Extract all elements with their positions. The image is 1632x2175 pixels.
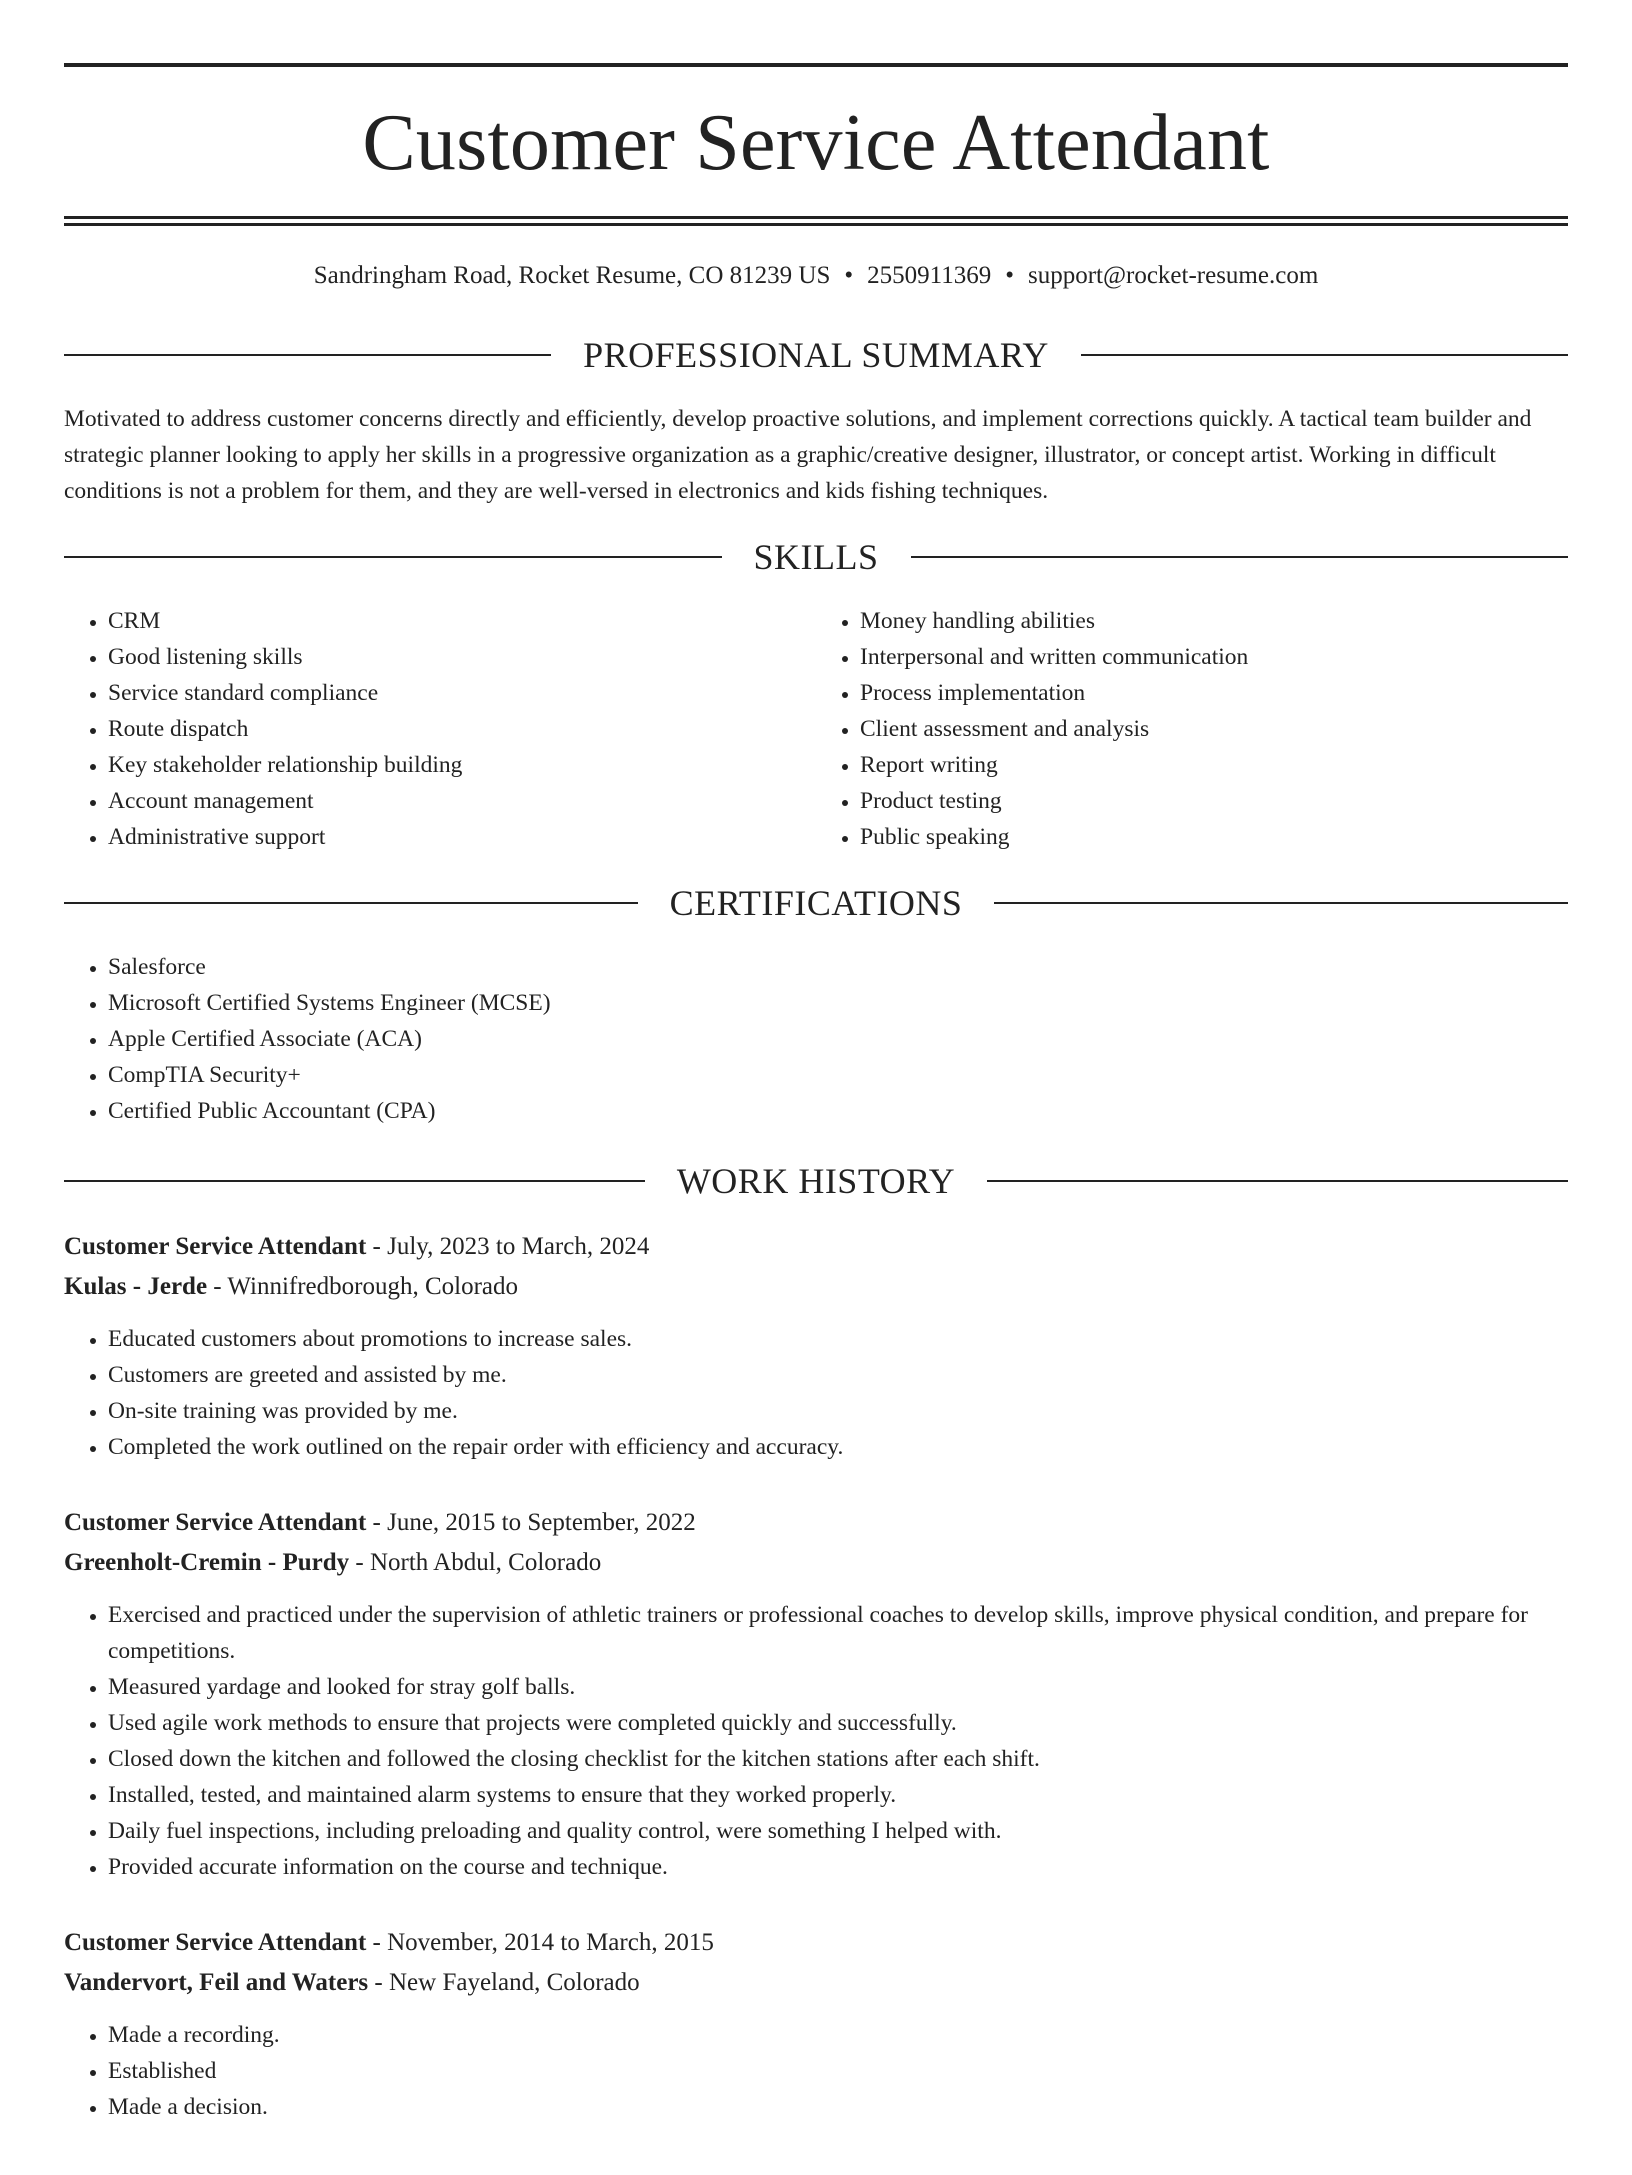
skill-item: • Service standard compliance — [108, 675, 816, 711]
skill-item: • Key stakeholder relationship building — [108, 747, 816, 783]
job-company-line — [64, 1267, 1568, 1307]
heading-rule — [64, 556, 722, 558]
job-bullet: • Measured yardage and looked for stray golf balls. — [108, 1669, 1568, 1705]
skills-title: SKILLS — [753, 537, 879, 577]
skill-item: • Administrative support — [108, 819, 816, 855]
skill-item: • Process implementation — [860, 675, 1568, 711]
job-bullets — [64, 1597, 1568, 1885]
skill-item: • Interpersonal and written communication — [860, 639, 1568, 675]
job-bullet: • Completed the work outlined on the repair order with efficiency and accuracy. — [108, 1429, 1568, 1465]
work-history — [64, 1227, 1568, 2125]
job-company: Kulas - Jerde — [64, 1273, 208, 1300]
certification-item: • Certified Public Accountant (CPA) — [108, 1093, 1568, 1129]
skill-item: • Money handling abilities — [860, 603, 1568, 639]
work-title: WORK HISTORY — [676, 1161, 956, 1201]
job-bullet: • Provided accurate information on the course and technique. — [108, 1849, 1568, 1885]
skills-list-left — [64, 603, 816, 855]
job-entry — [64, 1923, 1568, 2125]
skill-item: • Report writing — [860, 747, 1568, 783]
skills-heading — [64, 539, 1568, 575]
contact-separator: • — [1005, 262, 1014, 289]
job-company: Vandervort, Feil and Waters — [64, 1969, 369, 1996]
job-role: Customer Service Attendant — [64, 1929, 367, 1956]
job-role: Customer Service Attendant — [64, 1509, 367, 1536]
job-role: Customer Service Attendant — [64, 1233, 367, 1260]
skill-item: • Account management — [108, 783, 816, 819]
top-rule — [64, 63, 1568, 67]
job-entry — [64, 1503, 1568, 1885]
certification-item: • Microsoft Certified Systems Engineer (MCSE) — [108, 985, 1568, 1021]
skills-list-right — [816, 603, 1568, 855]
certification-item: • Salesforce — [108, 949, 1568, 985]
contact-phone: 2550911369 — [867, 262, 992, 289]
heading-rule — [994, 902, 1568, 904]
summary-text: Motivated to address customer concerns directly and efficiently, develop proactive solutions, and implement corrections quickly. A tactical team builder and strategic planner looking to apply her skills in a progressive organization as a graphic/creative designer, illustrator, or concept artist. Working in difficult conditions is not a problem for them, and they are well-versed in electronics and kids fishing techniques. — [64, 406, 1532, 504]
job-bullet: • Daily fuel inspections, including preloading and quality control, were something I helped with. — [108, 1813, 1568, 1849]
job-bullet: • Installed, tested, and maintained alarm systems to ensure that they worked properly. — [108, 1777, 1568, 1813]
job-bullet: • Established — [108, 2053, 1568, 2089]
job-bullet: • Used agile work methods to ensure that projects were completed quickly and successfully. — [108, 1705, 1568, 1741]
skill-item: • Good listening skills — [108, 639, 816, 675]
job-title-line — [64, 1503, 1568, 1543]
job-bullet: • Customers are greeted and assisted by me. — [108, 1357, 1568, 1393]
job-dates: - November, 2014 to March, 2015 — [366, 1929, 714, 1956]
job-dates: - July, 2023 to March, 2024 — [366, 1233, 650, 1260]
skill-item: • CRM — [108, 603, 816, 639]
resume-page — [0, 63, 1632, 2175]
heading-rule — [987, 1180, 1568, 1182]
resume-name: Customer Service Attendant — [362, 99, 1270, 187]
job-company: Greenholt-Cremin - Purdy — [64, 1549, 350, 1576]
job-bullet: • Closed down the kitchen and followed the closing checklist for the kitchen stations after each shift. — [108, 1741, 1568, 1777]
skill-item: • Product testing — [860, 783, 1568, 819]
job-title-line — [64, 1923, 1568, 1963]
certification-item: • Apple Certified Associate (ACA) — [108, 1021, 1568, 1057]
job-bullet: • Exercised and practiced under the supervision of athletic trainers or professional coaches to develop skills, improve physical condition, and prepare for competitions. — [108, 1597, 1568, 1669]
work-heading — [64, 1163, 1568, 1199]
contact-address: Sandringham Road, Rocket Resume, CO 81239 US — [313, 262, 831, 289]
job-bullet: • Made a recording. — [108, 2017, 1568, 2053]
job-dates: - June, 2015 to September, 2022 — [366, 1509, 696, 1536]
job-entry — [64, 1227, 1568, 1465]
job-location: - North Abdul, Colorado — [349, 1549, 602, 1576]
skill-item: • Client assessment and analysis — [860, 711, 1568, 747]
job-company-line — [64, 1963, 1568, 2003]
heading-rule — [911, 556, 1569, 558]
summary-heading — [64, 337, 1568, 373]
job-bullets — [64, 2017, 1568, 2125]
job-title-line — [64, 1227, 1568, 1267]
contact-line — [64, 263, 1568, 288]
heading-rule — [64, 1180, 645, 1182]
job-bullet: • Made a decision. — [108, 2089, 1568, 2125]
job-location: - New Fayeland, Colorado — [368, 1969, 640, 1996]
skill-item: • Public speaking — [860, 819, 1568, 855]
summary-title: PROFESSIONAL SUMMARY — [583, 335, 1049, 375]
job-company-line — [64, 1543, 1568, 1583]
job-bullet: • On-site training was provided by me. — [108, 1393, 1568, 1429]
job-bullets — [64, 1321, 1568, 1465]
certifications-title: CERTIFICATIONS — [669, 883, 963, 923]
job-bullet: • Educated customers about promotions to increase sales. — [108, 1321, 1568, 1357]
contact-email: support@rocket-resume.com — [1027, 262, 1319, 289]
certifications-heading — [64, 885, 1568, 921]
skills-columns — [64, 603, 1568, 855]
job-location: - Winnifredborough, Colorado — [207, 1273, 519, 1300]
certifications-list — [64, 949, 1568, 1129]
heading-rule — [64, 902, 638, 904]
contact-separator: • — [844, 262, 854, 289]
double-rule — [64, 216, 1568, 226]
skill-item: • Route dispatch — [108, 711, 816, 747]
certification-item: • CompTIA Security+ — [108, 1057, 1568, 1093]
heading-rule — [64, 354, 551, 356]
heading-rule — [1081, 354, 1568, 356]
